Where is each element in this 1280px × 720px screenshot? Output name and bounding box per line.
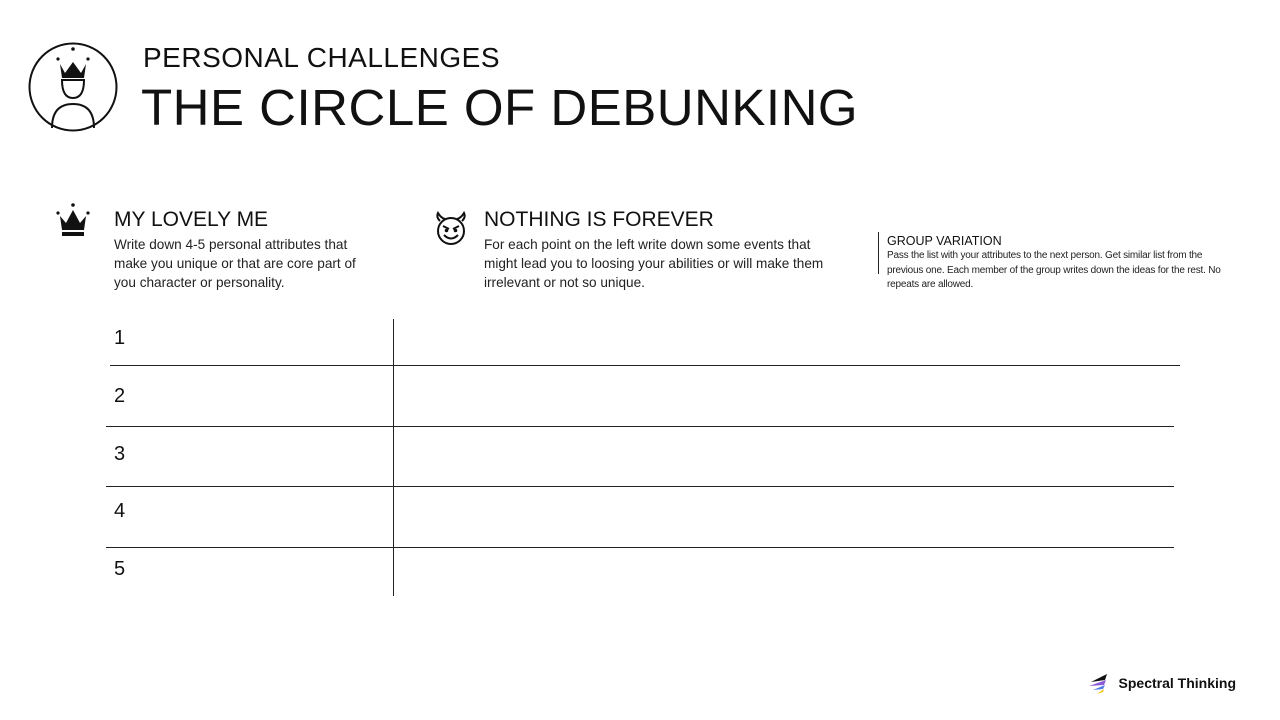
row-number-1: 1 <box>114 327 126 349</box>
row-number-2: 2 <box>114 385 126 407</box>
brand-name: Spectral Thinking <box>1118 675 1236 691</box>
crowned-person-icon <box>28 42 118 132</box>
section-title-my-lovely-me: MY LOVELY ME <box>114 208 269 231</box>
page-title: THE CIRCLE OF DEBUNKING <box>141 79 859 136</box>
page-subtitle: PERSONAL CHALLENGES <box>143 42 501 73</box>
crown-icon <box>54 202 92 240</box>
row-divider <box>110 365 1180 366</box>
row-divider <box>106 426 1174 427</box>
row-number-4: 4 <box>114 500 126 522</box>
row-number-3: 3 <box>114 443 126 465</box>
devil-face-icon <box>432 211 470 249</box>
spectral-thinking-logo-icon <box>1087 670 1113 696</box>
brand <box>1087 670 1236 696</box>
column-divider <box>393 319 394 596</box>
row-divider <box>106 547 1174 548</box>
group-variation-title: GROUP VARIATION <box>887 234 1002 248</box>
section-description-my-lovely-me: Write down 4-5 personal attributes that make you unique or that are core part of you character or personality. <box>114 237 356 290</box>
section-description-nothing-is-forever: For each point on the left write down some events that might lead you to loosing your abilities or will make them irrelevant or not so unique. <box>484 237 824 290</box>
section-title-nothing-is-forever: NOTHING IS FOREVER <box>484 208 714 231</box>
group-variation-block <box>878 232 1232 290</box>
row-divider <box>106 486 1174 487</box>
row-number-5: 5 <box>114 558 126 580</box>
group-variation-description: Pass the list with your attributes to the next person. Get similar list from the previous one. Each member of the group writes down the ideas for the rest. No repeats are allowed. <box>887 250 1221 290</box>
